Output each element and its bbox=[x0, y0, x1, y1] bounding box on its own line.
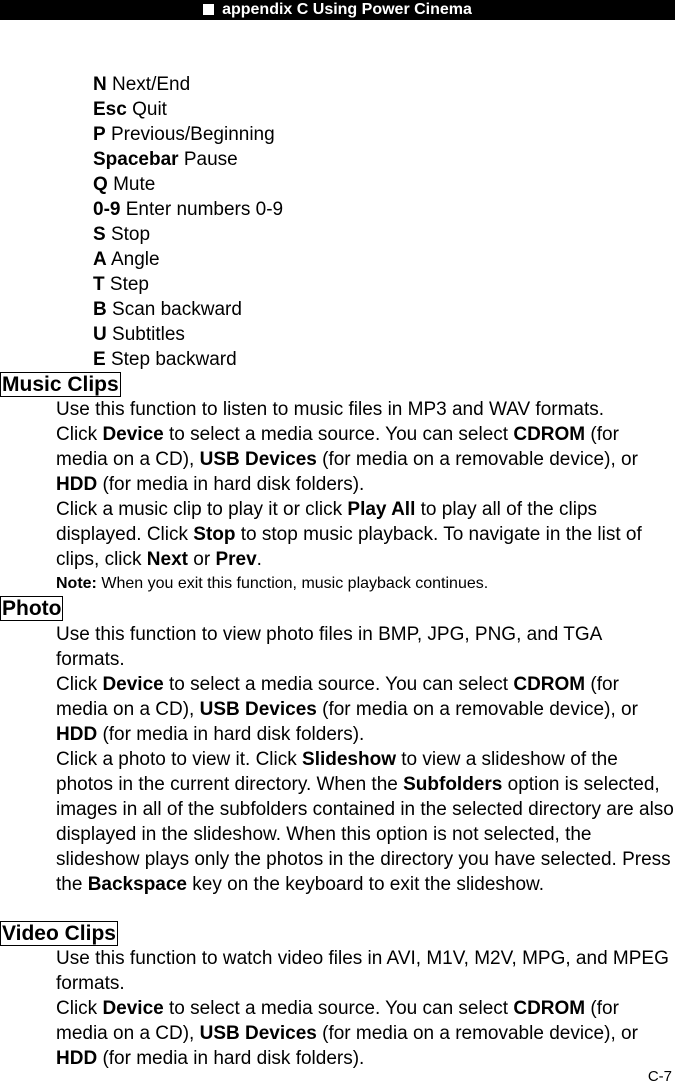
key-name: S bbox=[93, 224, 106, 245]
video-clips-heading: Video Clips bbox=[2, 922, 116, 945]
photo-slideshow-paragraph: Click a photo to view it. Click Slideshow to view a slideshow of the photos in the current directory. When the Subfolders option is selected, images in all of the subfolders contained in the selected directory are also displayed in the slideshow. When this option is not selected, the slideshow plays only the photos in the directory you have selected. Press the Backspace key on the keyboard to exit the slideshow. bbox=[56, 749, 674, 895]
device-term: Device bbox=[102, 674, 164, 695]
key-desc: Previous/Beginning bbox=[110, 124, 275, 145]
subfolders-term: Subfolders bbox=[403, 774, 503, 795]
hdd-term: HDD bbox=[56, 474, 98, 495]
video-intro: Use this function to watch video files in AVI, M1V, M2V, MPG, and MPEG formats. bbox=[56, 948, 669, 994]
music-device-paragraph: Click Device to select a media source. You can select CDROM (for media on a CD), USB Devices (for media on a removable device), or HDD (for media in hard disk folders). bbox=[56, 424, 638, 495]
key-name: N bbox=[93, 74, 107, 95]
music-play-paragraph: Click a music clip to play it or click Play All to play all of the clips displayed. Click Stop to stop music playback. To navigate in the list of clips, click Next or Prev. bbox=[56, 499, 642, 570]
cdrom-term: CDROM bbox=[513, 674, 586, 695]
music-note bbox=[56, 574, 488, 594]
note-label: Note: bbox=[56, 575, 97, 592]
photo-device-paragraph: Click Device to select a media source. You can select CDROM (for media on a CD), USB Devices (for media on a removable device), or HDD (for media in hard disk folders). bbox=[56, 674, 638, 745]
hdd-term: HDD bbox=[56, 724, 98, 745]
header-title: appendix C Using Power Cinema bbox=[222, 1, 472, 18]
music-intro: Use this function to listen to music files in MP3 and WAV formats. bbox=[56, 399, 605, 420]
key-name: 0-9 bbox=[93, 199, 121, 220]
stop-term: Stop bbox=[193, 524, 236, 545]
key-desc: Angle bbox=[110, 249, 160, 270]
key-desc: Mute bbox=[113, 174, 156, 195]
key-item bbox=[93, 322, 283, 347]
key-desc: Scan backward bbox=[112, 299, 242, 320]
key-item bbox=[93, 97, 283, 122]
cdrom-term: CDROM bbox=[513, 998, 586, 1019]
device-term: Device bbox=[102, 998, 164, 1019]
backspace-term: Backspace bbox=[87, 874, 187, 895]
key-name: A bbox=[93, 249, 107, 270]
key-desc: Step bbox=[109, 274, 149, 295]
usb-devices-term: USB Devices bbox=[199, 1023, 317, 1044]
key-desc: Subtitles bbox=[112, 324, 185, 345]
key-desc: Step backward bbox=[110, 349, 237, 370]
slideshow-term: Slideshow bbox=[302, 749, 396, 770]
key-desc: Enter numbers 0-9 bbox=[125, 199, 284, 220]
key-desc: Stop bbox=[110, 224, 151, 245]
key-item bbox=[93, 297, 283, 322]
key-item bbox=[93, 197, 283, 222]
square-bullet-icon bbox=[203, 4, 214, 15]
cdrom-term: CDROM bbox=[513, 424, 586, 445]
key-item bbox=[93, 122, 283, 147]
page-header bbox=[0, 0, 675, 20]
key-item bbox=[93, 272, 283, 297]
key-name: Spacebar bbox=[93, 149, 179, 170]
key-item bbox=[93, 222, 283, 247]
key-name: P bbox=[93, 124, 106, 145]
key-list bbox=[93, 72, 283, 372]
key-name: Esc bbox=[93, 99, 127, 120]
key-desc: Pause bbox=[183, 149, 238, 170]
key-item bbox=[93, 147, 283, 172]
key-desc: Next/End bbox=[112, 74, 191, 95]
next-term: Next bbox=[146, 549, 188, 570]
key-name: U bbox=[93, 324, 107, 345]
key-name: Q bbox=[93, 174, 108, 195]
prev-term: Prev bbox=[215, 549, 257, 570]
video-device-paragraph: Click Device to select a media source. You can select CDROM (for media on a CD), USB Devices (for media on a removable device), or HDD (for media in hard disk folders). bbox=[56, 998, 638, 1069]
key-item bbox=[93, 72, 283, 97]
key-item bbox=[93, 347, 283, 372]
photo-heading: Photo bbox=[2, 597, 62, 620]
photo-intro: Use this function to view photo files in BMP, JPG, PNG, and TGA formats. bbox=[56, 624, 602, 670]
key-name: B bbox=[93, 299, 107, 320]
key-item bbox=[93, 247, 283, 272]
hdd-term: HDD bbox=[56, 1048, 98, 1069]
key-name: T bbox=[93, 274, 105, 295]
key-name: E bbox=[93, 349, 106, 370]
device-term: Device bbox=[102, 424, 164, 445]
key-item bbox=[93, 172, 283, 197]
key-desc: Quit bbox=[132, 99, 167, 120]
usb-devices-term: USB Devices bbox=[199, 449, 317, 470]
usb-devices-term: USB Devices bbox=[199, 699, 317, 720]
note-text: When you exit this function, music playback continues. bbox=[96, 575, 489, 592]
page-number: C-7 bbox=[647, 1068, 672, 1085]
play-all-term: Play All bbox=[347, 499, 416, 520]
music-clips-heading: Music Clips bbox=[2, 373, 119, 396]
